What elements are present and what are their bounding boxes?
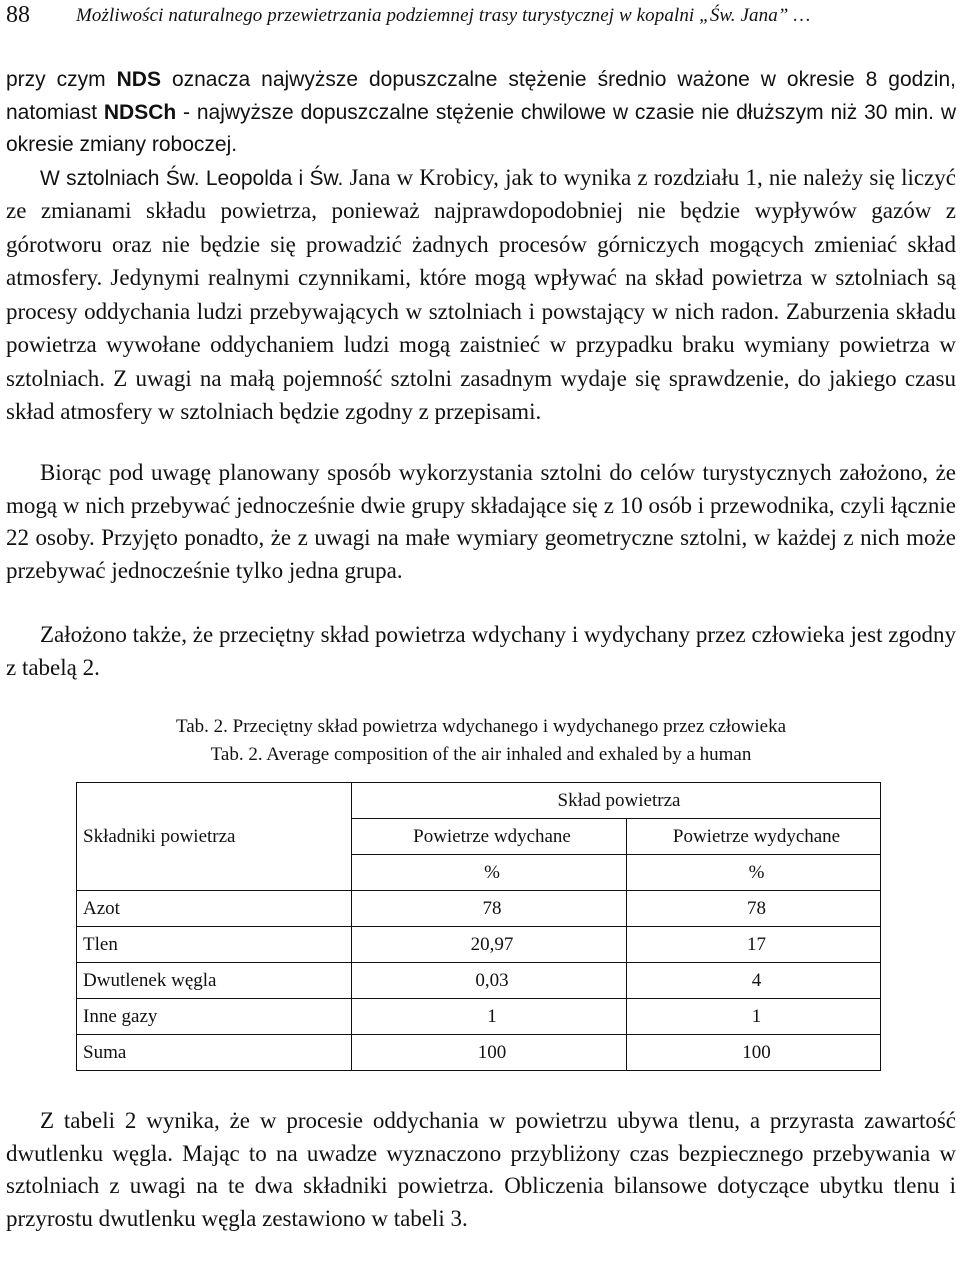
table-row (77, 963, 881, 999)
cell-inhaled: 20,97 (352, 927, 627, 963)
page-number: 88 (6, 2, 30, 28)
intro-text-1: przy czym (6, 68, 117, 91)
intro-text-2: oznacza najwyższe dopuszczalne stężenie średnio ważone w okresie 8 godzin, natomiast (6, 68, 956, 124)
table-caption-pl: Tab. 2. Przeciętny skład powietrza wdychanego i wydychanego przez człowieka (175, 716, 787, 737)
page-header (6, 2, 956, 42)
cell-inhaled: 100 (352, 1035, 627, 1071)
body-paragraph-3-text: Założono także, że przeciętny skład powietrza wdychany i wydychany przez człowieka jest zgodny z tabelą 2. (6, 622, 956, 680)
body-paragraph-1: Jana w Krobicy, jak to wynika z rozdziału 1, nie należy się liczyć ze zmianami składu powietrza, ponieważ najprawdopodobniej nie będzie wypływów gazów z górotworu oraz nie będzie się prowadzić żadnych procesów górniczych mogących zmieniać skład atmosfery. Jedynymi realnymi czynnikami, które mogą wpływać na skład powietrza w sztolniach są procesy oddychania ludzi przebywających w sztolniach i powstający w nich radon. Zaburzenia składu powietrza wywołane oddychaniem ludzi mogą zaistnieć w przypadku braku wymiany powietrza w sztolniach. Z uwagi na małą pojemność sztolni zasadnym wydaje się sprawdzenie, do jakiego czasu skład atmosfery w sztolniach będzie zgodny z przepisami. (6, 164, 956, 424)
intro-text-3: - najwyższe dopuszczalne stężenie chwilowe w czasie nie dłuższym niż 30 min. w okresie zmiany roboczej. (6, 100, 956, 156)
group-header-cell: Skład powietrza (352, 783, 881, 819)
table-row (77, 1035, 881, 1071)
cell-exhaled: 4 (627, 963, 881, 999)
cell-exhaled: 78 (627, 891, 881, 927)
row-header-cell: Składniki powietrza (77, 783, 352, 891)
col-exhaled-header: Powietrze wydychane (627, 819, 881, 855)
cell-name: Tlen (77, 927, 352, 963)
abbr-nds: NDS (116, 68, 161, 91)
cell-exhaled: 17 (627, 927, 881, 963)
body-paragraph-4-text: Z tabeli 2 wynika, że w procesie oddychania w powietrzu ubywa tlenu, a przyrasta zawartość dwutlenku węgla. Mając to na uwadze wyznaczono przybliżony czas bezpiecznego przebywania w sztolniach z uwagi na te dwa składniki powietrza. Obliczenia bilansowe dotyczące ubytku tlenu i przyrostu dwutlenku węgla zestawiono w tabeli 3. (6, 1108, 956, 1231)
cell-exhaled: 1 (627, 999, 881, 1035)
cell-name: Suma (77, 1035, 352, 1071)
unit-exhaled: % (627, 855, 881, 891)
cell-name: Inne gazy (77, 999, 352, 1035)
air-composition-table (76, 782, 881, 1071)
intro-sentence-2: W sztolniach Św. Leopolda i Św. (40, 166, 344, 190)
body-paragraph-2 (6, 457, 956, 587)
body-paragraph-4 (6, 1105, 956, 1235)
cell-name: Dwutlenek węgla (77, 963, 352, 999)
body-paragraph-2-text: Biorąc pod uwagę planowany sposób wykorzystania sztolni do celów turystycznych założono, że mogą w nich przebywać jednocześnie dwie grupy składające się z 10 osób i przewodnika, czyli łącznie 22 osoby. Przyjęto ponadto, że z uwagi na małe wymiary geometryczne sztolni, w każdej z nich może przebywać jednocześnie tylko jedna grupa. (6, 460, 956, 583)
table-caption-en: Tab. 2. Average composition of the air inhaled and exhaled by a human (210, 744, 752, 765)
cell-inhaled: 78 (352, 891, 627, 927)
table-header-row (77, 783, 881, 819)
col-inhaled-header: Powietrze wdychane (352, 819, 627, 855)
table-row (77, 891, 881, 927)
running-title: Możliwości naturalnego przewietrzania podziemnej trasy turystycznej w kopalni „Św. Jana” … (76, 5, 811, 26)
abbr-ndsch: NDSCh (103, 100, 177, 124)
body-paragraph-3 (6, 619, 956, 684)
cell-inhaled: 1 (352, 999, 627, 1035)
table-row (77, 999, 881, 1035)
cell-exhaled: 100 (627, 1035, 881, 1071)
table-row (77, 927, 881, 963)
intro-paragraph (6, 64, 956, 430)
cell-name: Azot (77, 891, 352, 927)
cell-inhaled: 0,03 (352, 963, 627, 999)
unit-inhaled: % (352, 855, 627, 891)
